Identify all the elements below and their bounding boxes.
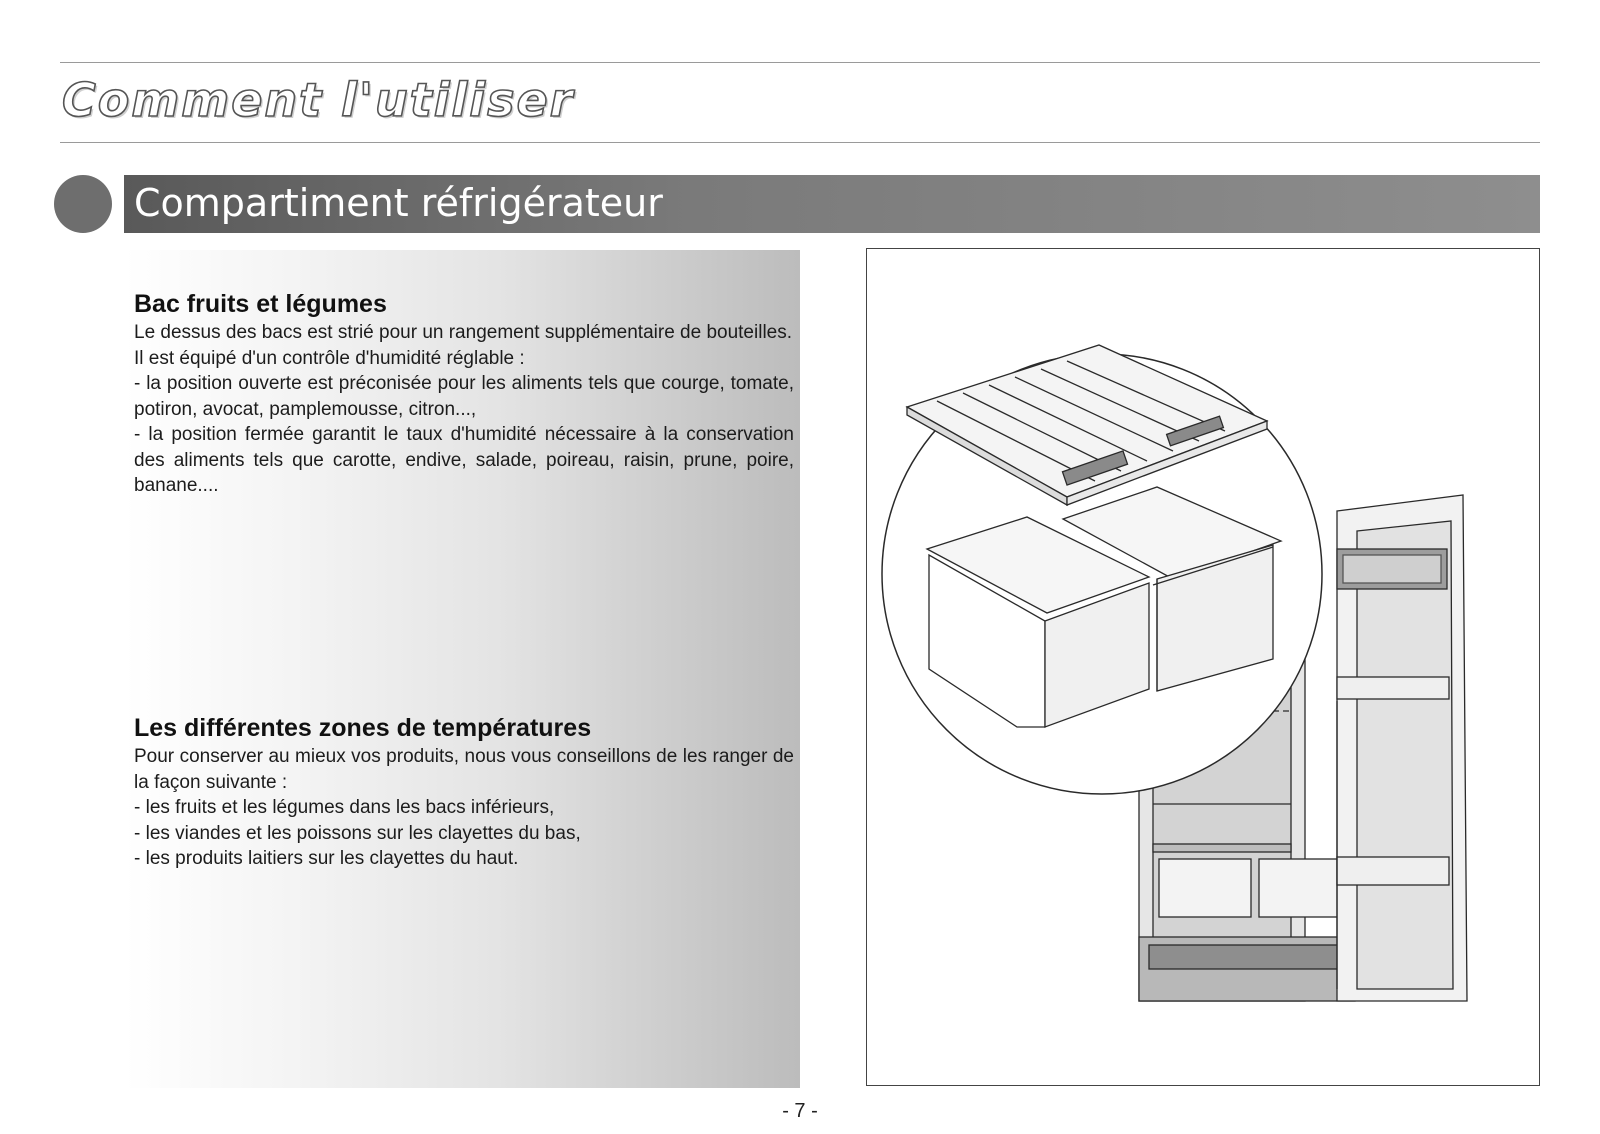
top-rule: [60, 62, 1540, 63]
title-underline-rule: [60, 142, 1540, 143]
crisper-line: - la position ouverte est préconisée pour les aliments tels que courge, tomate, potiron, avocat, pamplemousse, citron...,: [134, 373, 794, 420]
refrigerator-crisper-drawers-illustration: [867, 249, 1541, 1087]
zoom-circle: [882, 345, 1322, 794]
fridge-door: [1337, 495, 1467, 1001]
zones-line: - les viandes et les poissons sur les clayettes du bas,: [134, 822, 581, 844]
zones-block: [134, 712, 794, 872]
page-title: Comment l'utiliser: [62, 73, 575, 127]
crisper-line: Il est équipé d'un contrôle d'humidité réglable :: [134, 347, 525, 369]
crisper-heading: Bac fruits et légumes: [134, 290, 387, 318]
page-number: - 7 -: [782, 1100, 818, 1122]
zones-heading: Les différentes zones de températures: [134, 714, 592, 742]
crisper-block: [134, 288, 794, 499]
section-title: Compartiment réfrigérateur: [134, 181, 663, 225]
section-bullet-icon: [54, 175, 112, 233]
illustration-frame: [866, 248, 1540, 1086]
zones-line: - les fruits et les légumes dans les bacs inférieurs,: [134, 797, 555, 818]
zones-line: - les produits laitiers sur les clayettes du haut.: [134, 848, 519, 869]
section-banner: [124, 175, 1540, 233]
crisper-line: - la position fermée garantit le taux d'humidité nécessaire à la conservation des aliments tels que carotte, endive, salade, poireau, raisin, prune, poire, banane....: [134, 424, 794, 496]
crisper-line: Le dessus des bacs est strié pour un rangement supplémentaire de bouteilles.: [134, 322, 793, 343]
zones-line: Pour conserver au mieux vos produits, nous vous conseillons de les ranger de la façon suivante :: [134, 746, 794, 793]
